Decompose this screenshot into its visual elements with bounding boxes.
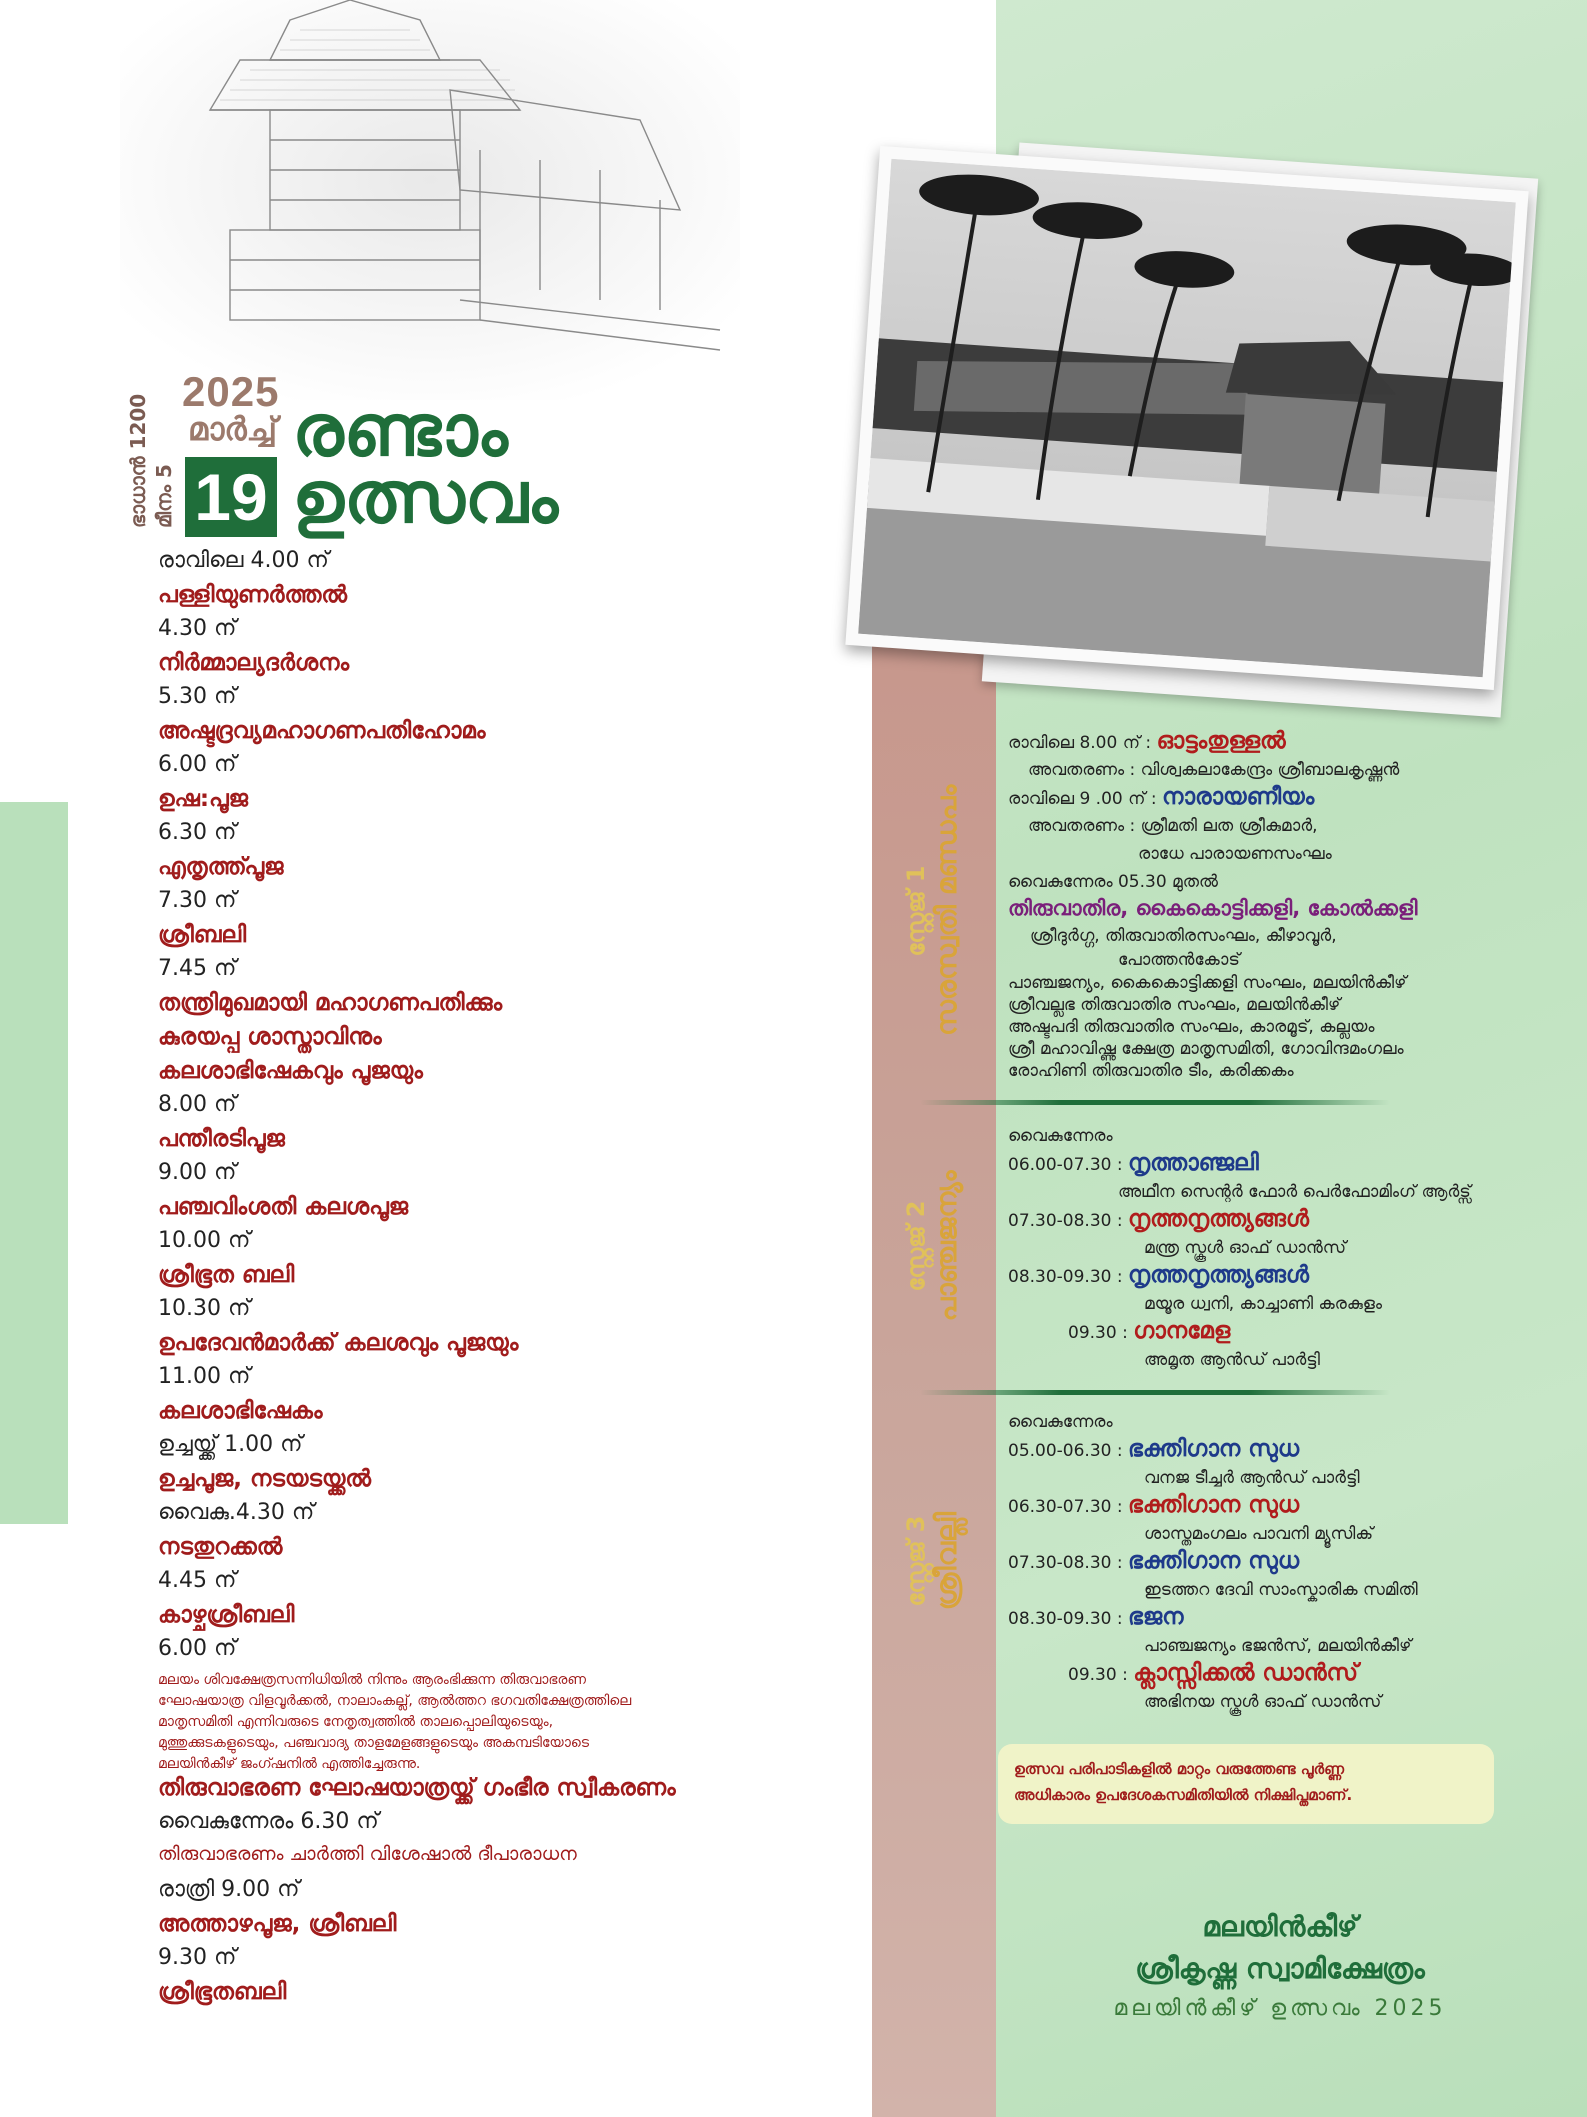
malayalam-date-vertical bbox=[126, 390, 186, 530]
schedule-event: കലശാഭിഷേകം bbox=[158, 1398, 323, 1424]
schedule-time: രാത്രി 9.00 ന് bbox=[158, 1877, 300, 1902]
title-line1: രണ്ടാം bbox=[292, 388, 508, 472]
program-time: 09.30 : bbox=[1068, 1323, 1128, 1343]
program-event: ഭക്തിഗാന സുധ bbox=[1128, 1548, 1300, 1574]
program-event: ഭക്തിഗാന സുധ bbox=[1128, 1436, 1300, 1462]
schedule-event: നിർമ്മാല്യദർശനം bbox=[158, 650, 350, 676]
performer: വനജ ടീച്ചർ ആൻഡ് പാർട്ടി bbox=[1144, 1468, 1360, 1488]
program-time: 09.30 : bbox=[1068, 1665, 1128, 1685]
program-time: 07.30-08.30 : bbox=[1008, 1211, 1123, 1231]
stage2-label bbox=[902, 1151, 964, 1341]
performer: അഥീന സെന്റർ ഫോർ പെർഫോമിംഗ് ആർട്സ് bbox=[1118, 1182, 1471, 1202]
title-line2: ഉത്സവം bbox=[292, 455, 559, 539]
temple-sketch-illustration bbox=[120, 0, 740, 400]
schedule-time: 9.00 ന് bbox=[158, 1160, 237, 1185]
schedule-event: ശ്രീഭൂതബലി bbox=[158, 1979, 287, 2005]
stage3-program bbox=[1008, 1408, 1568, 1716]
group: ശ്രീ മഹാവിഷ്ണു ക്ഷേത്ര മാതൃസമിതി, ഗോവിന്ദമംഗലം bbox=[1008, 1039, 1404, 1059]
stage3-label bbox=[902, 1476, 964, 1646]
stage3-number: സ്റ്റേജ് 3 bbox=[902, 1515, 930, 1607]
left-green-stripe bbox=[0, 802, 68, 1524]
schedule-time: 10.30 ന് bbox=[158, 1296, 251, 1321]
schedule-event: ഉഷ:പൂജ bbox=[158, 786, 249, 812]
schedule-time: 4.30 ന് bbox=[158, 616, 237, 641]
program-time: 05.00-06.30 : bbox=[1008, 1441, 1123, 1461]
stage1-name: സരസ്വതി മണ്ഡപം bbox=[930, 784, 963, 1036]
program-time: വൈകുന്നേരം 05.30 മുതൽ bbox=[1008, 872, 1218, 892]
procession-text: മാതൃസമിതി എന്നിവരുടെ നേതൃത്വത്തിൽ താലപ്പൊലിയുടെയും, bbox=[158, 1714, 554, 1730]
notice-line: അധികാരം ഉപദേശകസമിതിയിൽ നിക്ഷിപ്തമാണ്. bbox=[1014, 1786, 1353, 1804]
schedule-time: 10.00 ന് bbox=[158, 1228, 251, 1253]
schedule-event: പഞ്ചവിംശതി കലശപൂജ bbox=[158, 1194, 409, 1220]
stage2-number: സ്റ്റേജ് 2 bbox=[902, 1200, 930, 1292]
schedule-event: കുരയപ്പ ശാസ്താവിനും bbox=[158, 1024, 382, 1050]
schedule-event: ശ്രീബലി bbox=[158, 922, 247, 948]
month: മാർച്ച് bbox=[188, 410, 277, 448]
program-event: ഓട്ടംതുള്ളൽ bbox=[1156, 728, 1286, 754]
procession-text: മുത്തുക്കുടകളുടെയും, പഞ്ചവാദ്യ താളമേളങ്ങളുടെയും അകമ്പടിയോടെ bbox=[158, 1735, 590, 1751]
schedule-event: തന്ത്രിമുഖമായി മഹാഗണപതിക്കും bbox=[158, 990, 503, 1016]
footer-temple: ശ്രീകൃഷ്ണ സ്വാമിക്ഷേത്രം bbox=[1135, 1952, 1425, 1985]
schedule-event: കലശാഭിഷേകവും പൂജയും bbox=[158, 1058, 423, 1084]
performer: പാഞ്ചജന്യം ഭജൻസ്, മലയിൻകീഴ് bbox=[1144, 1636, 1412, 1656]
year: 2025 bbox=[182, 368, 280, 415]
program-time: 08.30-09.30 : bbox=[1008, 1609, 1123, 1629]
schedule-time: 7.45 ന് bbox=[158, 956, 237, 981]
schedule-event: കാഴ്ചശ്രീബലി bbox=[158, 1602, 295, 1628]
schedule-event: ശ്രീഭൂത ബലി bbox=[158, 1262, 295, 1288]
stage1-program: രാവിലെ 8.00 ന് : ഓട്ടംതുള്ളൽ അവതരണം : വിശ്വകലാകേന്ദ്രം ശ്രീബാലകൃഷ്ണൻ രാവിലെ 9 .00 ന് : നാരായണീയം അവതരണം : ശ്രീമതി ലത ശ്രീകുമാർ, രാധേ പാരായണസംഘം വൈകുന്നേരം 05.30 മുതൽ തിരുവാതിര, കൈകൊട്ടിക്കളി, കോൽക്കളി ശ്രീദുർഗ്ഗ, തിരുവാതിരസംഘം, കീഴാവൂർ, പോത്തൻകോട് പാഞ്ചജന്യം, കൈകൊട്ടിക്കളി സംഘം, മലയിൻകീഴ് ശ്രീവല്ലഭ തിരുവാതിര സംഘം, മലയിൻകീഴ് അഷ്ടപദി തിരുവാതിര സംഘം, കാരമൂട്, കല്ലയം ശ്രീ മഹാവിഷ്ണു ക്ഷേത്ര മാതൃസമിതി, ഗോവിന്ദമംഗലം രോഹിണി തിരുവാതിര ടീം, കരിക്കകം bbox=[1008, 728, 1568, 1082]
performer: അമൃത ആൻഡ് പാർട്ടി bbox=[1144, 1350, 1320, 1370]
program-event: ഭജന bbox=[1128, 1604, 1184, 1630]
stage-divider bbox=[920, 1390, 1390, 1395]
malayalam-era: ഭാധാൻ 1200 bbox=[126, 393, 150, 528]
program-event: നാരായണീയം bbox=[1161, 784, 1315, 810]
procession-reception: തിരുവാഭരണ ഘോഷയാത്രയ്ക്ക് ഗംഭീര സ്വീകരണം bbox=[158, 1775, 676, 1801]
schedule-time: 11.00 ന് bbox=[158, 1364, 251, 1389]
schedule-time: 6.30 ന് bbox=[158, 820, 237, 845]
notice-line: ഉത്സവ പരിപാടികളിൽ മാറ്റം വരുത്തേണ്ട പൂർണ്ണ bbox=[1014, 1760, 1344, 1778]
program-event: തിരുവാതിര, കൈകൊട്ടിക്കളി, കോൽക്കളി bbox=[1008, 896, 1418, 920]
program-time: 06.30-07.30 : bbox=[1008, 1497, 1123, 1517]
schedule-time: വൈകു.4.30 ന് bbox=[158, 1500, 315, 1525]
program-event: ക്ലാസ്സിക്കൽ ഡാൻസ് bbox=[1133, 1660, 1359, 1686]
schedule-time: 6.00 ന് bbox=[158, 752, 237, 777]
schedule-event: തിരുവാഭരണം ചാർത്തി വിശേഷാൽ ദീപാരാധന bbox=[158, 1843, 577, 1865]
schedule-time: 8.00 ന് bbox=[158, 1092, 237, 1117]
schedule-time: ഉച്ചയ്ക്ക് 1.00 ന് bbox=[158, 1432, 303, 1457]
schedule-time: 9.30 ന് bbox=[158, 1945, 237, 1970]
schedule-time: 4.45 ന് bbox=[158, 1568, 237, 1593]
schedule-event: എതൃത്ത്പൂജ bbox=[158, 854, 284, 880]
stage-divider bbox=[920, 1100, 1390, 1105]
performer: ശാസ്തമംഗലം പാവനി മ്യൂസിക് bbox=[1144, 1524, 1374, 1544]
main-schedule bbox=[158, 548, 818, 2013]
schedule-event: പള്ളിയുണർത്തൽ bbox=[158, 582, 348, 608]
group: ശ്രീവല്ലഭ തിരുവാതിര സംഘം, മലയിൻകീഴ് bbox=[1008, 995, 1341, 1015]
program-event: ഭക്തിഗാന സുധ bbox=[1128, 1492, 1300, 1518]
notice-box bbox=[998, 1744, 1494, 1824]
schedule-time: രാവിലെ 4.00 ന് bbox=[158, 548, 329, 573]
program-event: നൃത്തനൃത്ത്യങ്ങൾ bbox=[1128, 1206, 1309, 1232]
schedule-event: അത്താഴപൂജ, ശ്രീബലി bbox=[158, 1911, 397, 1937]
stage1-number: സ്റ്റേജ് 1 bbox=[902, 865, 930, 957]
performer: വിശ്വകലാകേന്ദ്രം ശ്രീബാലകൃഷ്ണൻ bbox=[1140, 760, 1400, 780]
group: പോത്തൻകോട് bbox=[1118, 950, 1240, 970]
program-event: നൃത്താഞ്ജലി bbox=[1128, 1150, 1259, 1176]
program-time: രാവിലെ 8.00 ന് : bbox=[1008, 733, 1152, 753]
stage2-name: പാഞ്ചജന്യം bbox=[930, 1170, 963, 1322]
performer: ഇടത്തറ ദേവി സാംസ്കാരിക സമിതി bbox=[1144, 1580, 1418, 1600]
program-time: 07.30-08.30 : bbox=[1008, 1553, 1123, 1573]
schedule-event: ഉച്ചപൂജ, നടയടയ്ക്കൽ bbox=[158, 1466, 372, 1492]
program-event: നൃത്തനൃത്ത്യങ്ങൾ bbox=[1128, 1262, 1309, 1288]
performer: മയൂര ധ്വനി, കാച്ചാണി കരകുളം bbox=[1144, 1294, 1383, 1314]
stage2-program bbox=[1008, 1122, 1568, 1374]
program-event: ഗാനമേള bbox=[1133, 1318, 1231, 1344]
stage-heading: വൈകുന്നേരം bbox=[1008, 1126, 1113, 1146]
group: അഷ്ടപദി തിരുവാതിര സംഘം, കാരമൂട്, കല്ലയം bbox=[1008, 1017, 1375, 1037]
procession-text: മലയം ശിവക്ഷേത്രസന്നിധിയിൽ നിന്നും ആരംഭിക്കുന്ന തിരുവാഭരണ bbox=[158, 1672, 586, 1688]
by-label: അവതരണം bbox=[1028, 816, 1125, 836]
program-time: 08.30-09.30 : bbox=[1008, 1267, 1123, 1287]
day-badge: 19 bbox=[185, 457, 277, 537]
temple-photo bbox=[845, 146, 1528, 690]
by-label: അവതരണം bbox=[1028, 760, 1125, 780]
performer: ശ്രീമതി ലത ശ്രീകുമാർ, bbox=[1140, 816, 1318, 836]
schedule-event: അഷ്ടദ്രവ്യമഹാഗണപതിഹോമം bbox=[158, 718, 486, 744]
group: രോഹിണി തിരുവാതിര ടീം, കരിക്കകം bbox=[1008, 1061, 1294, 1081]
stage3-name: ശ്രീവല്ലി bbox=[930, 1511, 963, 1611]
schedule-event: പന്തീരടിപൂജ bbox=[158, 1126, 285, 1152]
procession-time: 6.00 ന് bbox=[158, 1636, 237, 1661]
malayalam-month: മീനം 5 bbox=[152, 464, 176, 528]
schedule-event: ഉപദേവൻമാർക്ക് കലശവും പൂജയും bbox=[158, 1330, 519, 1356]
group: ശ്രീദുർഗ്ഗ, തിരുവാതിരസംഘം, കീഴാവൂർ, bbox=[1030, 926, 1337, 946]
procession-text: ഘോഷയാത്ര വിളവൂർക്കൽ, നാലാംകല്ല്, ആൽത്തറ ഭഗവതിക്ഷേത്രത്തിലെ bbox=[158, 1693, 632, 1709]
schedule-time: വൈകുന്നേരം 6.30 ന് bbox=[158, 1809, 379, 1834]
performer: മന്ത്ര സ്കൂൾ ഓഫ് ഡാൻസ് bbox=[1144, 1238, 1347, 1258]
stage1-label bbox=[902, 786, 964, 1036]
program-time: രാവിലെ 9 .00 ന് : bbox=[1008, 789, 1157, 809]
performer: അഭിനയ സ്കൂൾ ഓഫ് ഡാൻസ് bbox=[1144, 1692, 1382, 1712]
schedule-event: നടതുറക്കൽ bbox=[158, 1534, 283, 1560]
program-time: 06.00-07.30 : bbox=[1008, 1155, 1123, 1175]
footer-place: മലയിൻകീഴ് bbox=[1202, 1910, 1358, 1943]
stage-heading: വൈകുന്നേരം bbox=[1008, 1412, 1113, 1432]
schedule-time: 5.30 ന് bbox=[158, 684, 237, 709]
procession-text: മലയിൻകീഴ് ജംഗ്ഷനിൽ എത്തിച്ചേരുന്നു. bbox=[158, 1756, 421, 1772]
performer: രാധേ പാരായണസംഘം bbox=[1138, 844, 1332, 864]
temple-photo-image bbox=[858, 159, 1516, 678]
footer-festival: മലയിൻകീഴ് ഉത്സവം 2025 bbox=[1113, 1996, 1447, 2021]
group: പാഞ്ചജന്യം, കൈകൊട്ടിക്കളി സംഘം, മലയിൻകീഴ് bbox=[1008, 973, 1407, 993]
schedule-time: 7.30 ന് bbox=[158, 888, 237, 913]
